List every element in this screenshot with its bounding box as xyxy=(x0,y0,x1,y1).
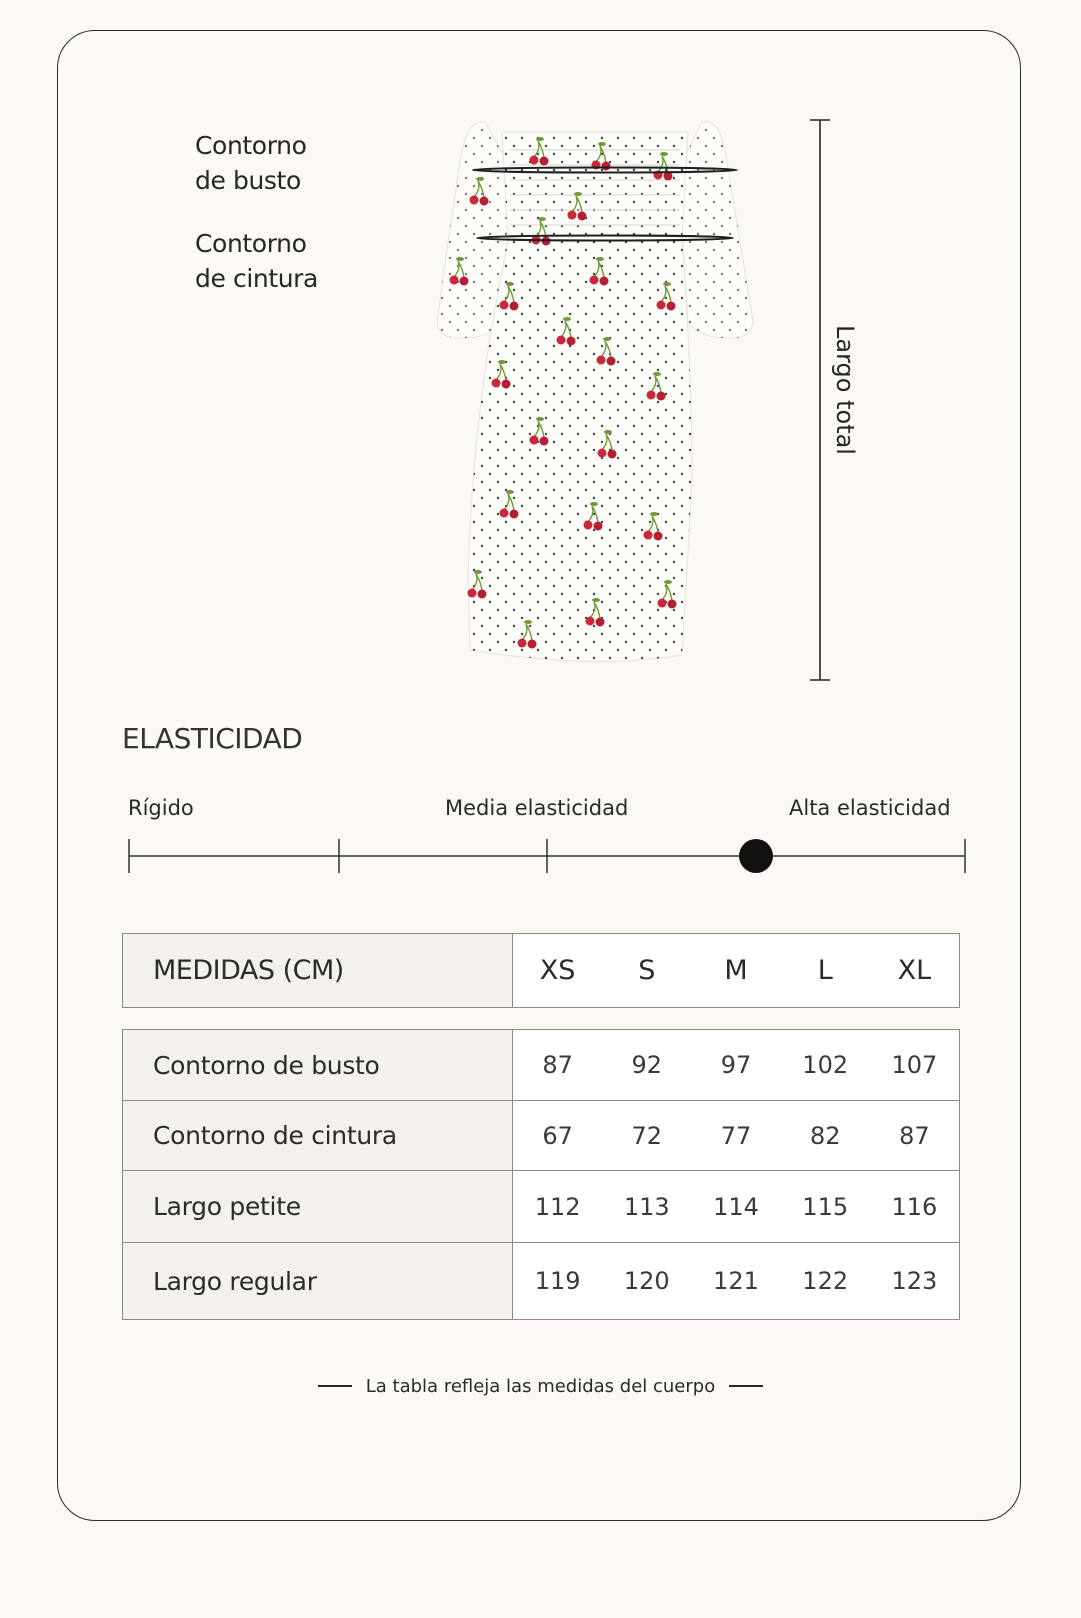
cell-value: 67 xyxy=(542,1121,573,1150)
size-xl: XL xyxy=(897,955,932,986)
scale-label-rigid: Rígido xyxy=(128,796,194,820)
row-label: Contorno de busto xyxy=(123,1030,513,1101)
row-label: Largo petite xyxy=(123,1171,513,1243)
cell-value: 102 xyxy=(802,1051,849,1079)
size-xs: XS xyxy=(539,955,576,986)
cell-value: 121 xyxy=(713,1267,759,1295)
cell-value: 87 xyxy=(899,1121,930,1150)
dress-illustration xyxy=(430,110,760,690)
divider xyxy=(318,1385,352,1387)
cell-value: 114 xyxy=(713,1192,759,1221)
table-row xyxy=(123,1101,960,1171)
sizes-header xyxy=(513,934,960,1008)
cell-value: 112 xyxy=(534,1192,581,1221)
measures-header: MEDIDAS (CM) xyxy=(123,934,513,1008)
length-label: Largo total xyxy=(831,325,859,455)
cell-value: 107 xyxy=(891,1051,938,1079)
cell-value: 123 xyxy=(891,1267,938,1295)
size-s: S xyxy=(638,955,656,986)
bust-label: Contorno de busto xyxy=(195,131,307,195)
cell-value: 122 xyxy=(802,1267,849,1295)
cell-value: 72 xyxy=(631,1121,663,1150)
table-row xyxy=(123,1030,960,1101)
size-m: M xyxy=(724,955,748,986)
cell-value: 87 xyxy=(542,1051,573,1079)
cell-value: 120 xyxy=(623,1267,670,1295)
cell-value: 97 xyxy=(720,1051,752,1079)
elasticity-title: ELASTICIDAD xyxy=(122,722,303,755)
cell-value: 115 xyxy=(802,1192,849,1221)
table-row xyxy=(123,1171,960,1243)
cell-value: 113 xyxy=(623,1192,670,1221)
divider xyxy=(729,1385,763,1387)
waist-label: Contorno de cintura xyxy=(195,229,318,293)
length-bracket xyxy=(800,110,830,690)
footer-note: La tabla refleja las medidas del cuerpo xyxy=(365,1375,716,1397)
elasticity-scale xyxy=(120,836,970,876)
table-row xyxy=(123,1243,960,1320)
size-header-table xyxy=(122,933,960,1008)
cell-value: 82 xyxy=(809,1121,841,1150)
cell-value: 92 xyxy=(631,1051,663,1079)
size-l: L xyxy=(817,955,833,986)
scale-label-high: Alta elasticidad xyxy=(789,796,951,820)
cell-value: 119 xyxy=(534,1267,581,1295)
footer xyxy=(0,1372,1081,1397)
row-label: Largo regular xyxy=(123,1243,513,1320)
cell-value: 77 xyxy=(720,1121,752,1150)
elasticity-marker xyxy=(739,839,773,873)
scale-label-medium: Media elasticidad xyxy=(445,796,629,820)
size-values-table xyxy=(122,1029,960,1320)
cell-value: 116 xyxy=(891,1192,938,1221)
row-label: Contorno de cintura xyxy=(123,1101,513,1171)
